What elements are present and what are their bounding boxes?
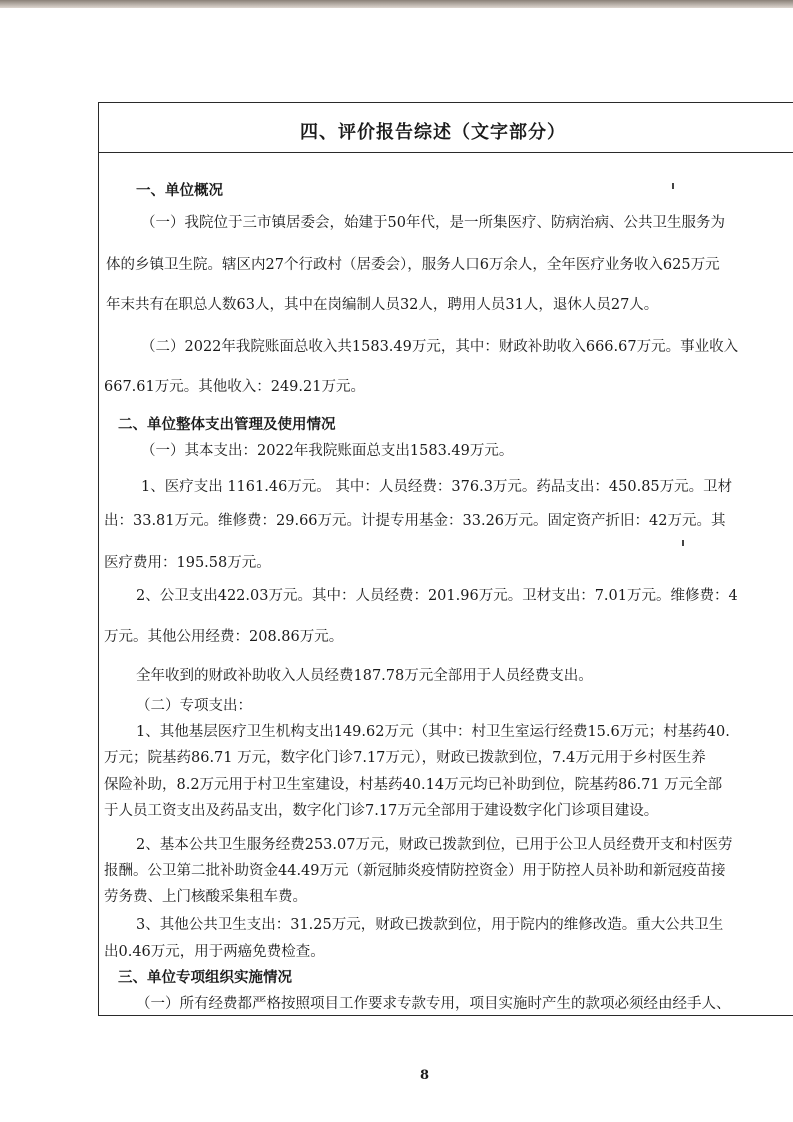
paragraph-line: （一）所有经费都严格按照项目工作要求专款专用，项目实施时产生的款项必须经由经手人、: [136, 996, 731, 1012]
scan-edge: [0, 0, 793, 8]
paragraph-line: 于人员工资支出及药品支出，数字化门诊7.17万元全部用于建设数字化门诊项目建设。: [104, 803, 659, 819]
paragraph-line: （一）我院位于三市镇居委会，始建于50年代，是一所集医疗、防病治病、公共卫生服务为: [141, 215, 725, 231]
scan-speck: [672, 183, 674, 189]
paragraph-line: 3、其他公共卫生支出：31.25万元，财政已拨款到位，用于院内的维修改造。重大公共卫生: [136, 917, 724, 933]
heading-unit-overview: 一、单位概况: [136, 182, 223, 199]
paragraph-line: 万元。其他公用经费：208.86万元。: [104, 629, 344, 645]
paragraph-line: 出0.46万元，用于两癌免费检查。: [104, 944, 325, 960]
paragraph-line: 体的乡镇卫生院。辖区内27个行政村（居委会），服务人口6万余人，全年医疗业务收入625万元: [106, 257, 720, 273]
paragraph-line: 2、基本公共卫生服务经费253.07万元，财政已拨款到位，已用于公卫人员经费开支和村医劳: [136, 837, 733, 853]
paragraph-line: 万元；院基药86.71 万元，数字化门诊7.17万元），财政已拨款到位，7.4万元用于乡村医生养: [104, 750, 706, 766]
paragraph-line: 医疗费用：195.58万元。: [104, 555, 271, 571]
paragraph-line: 667.61万元。其他收入：249.21万元。: [104, 379, 365, 395]
paragraph-line: 劳务费、上门核酸采集租车费。: [104, 889, 307, 905]
paragraph-line: 保险补助，8.2万元用于村卫生室建设，村基药40.14万元均已补助到位，院基药86.71 万元全部: [104, 777, 723, 793]
paragraph-line: （二）2022年我院账面总收入共1583.49万元，其中：财政补助收入666.67万元。事业收入: [141, 339, 739, 355]
heading-implementation: 三、单位专项组织实施情况: [118, 969, 292, 986]
paragraph-line: 年末共有在职总人数63人，其中在岗编制人员32人，聘用人员31人，退休人员27人。: [106, 297, 659, 313]
scan-speck: [682, 540, 684, 546]
paragraph-line: 1、医疗支出 1161.46万元。 其中：人员经费：376.3万元。药品支出：450.85万元。卫材: [141, 479, 733, 495]
paragraph-line: 2、公卫支出422.03万元。其中：人员经费：201.96万元。卫材支出：7.01万元。维修费：4: [136, 588, 738, 604]
paragraph-line: 出：33.81万元。维修费：29.66万元。计提专用基金：33.26万元。固定资产折旧：42万元。其: [104, 513, 726, 529]
heading-expenditure: 二、单位整体支出管理及使用情况: [118, 416, 336, 433]
page-number: 8: [420, 1068, 430, 1083]
paragraph-line: 1、其他基层医疗卫生机构支出149.62万元（其中：村卫生室运行经费15.6万元；村基药40.: [136, 724, 730, 740]
paragraph-line: （一）其本支出：2022年我院账面总支出1583.49万元。: [141, 443, 514, 459]
section-title: 四、评价报告综述（文字部分）: [300, 122, 566, 143]
paragraph-line: （二）专项支出：: [136, 698, 252, 714]
paragraph-line: 报酬。公卫第二批补助资金44.49万元（新冠肺炎疫情防控资金）用于防控人员补助和新冠疫苗接: [104, 863, 726, 879]
paragraph-line: 全年收到的财政补助收入人员经费187.78万元全部用于人员经费支出。: [136, 668, 593, 684]
